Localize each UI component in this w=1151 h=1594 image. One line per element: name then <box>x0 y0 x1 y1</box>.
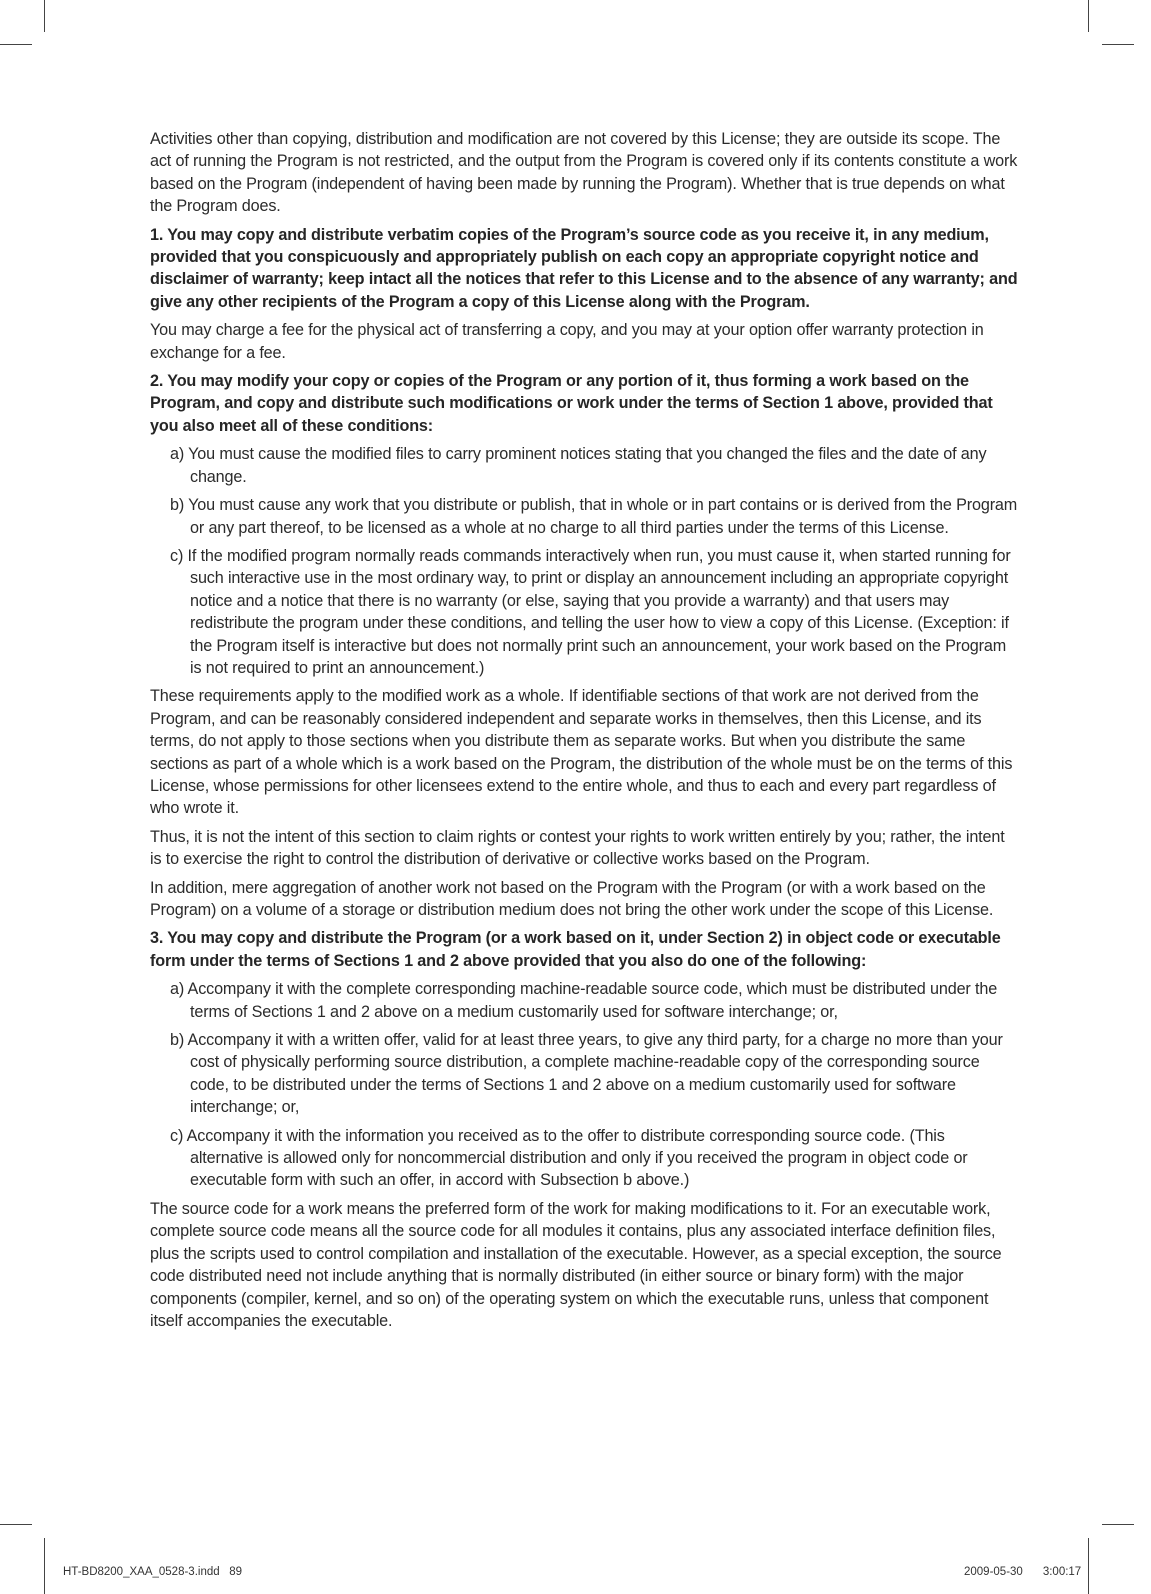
footer-time: 3:00:17 <box>1042 1566 1082 1578</box>
crop-mark-bottom-right-horizontal <box>1102 1524 1134 1525</box>
section-3-item-a: a) Accompany it with the complete corresponding machine-readable source code, which must be distributed under the terms of Sections 1 and 2 above on a medium customarily used for software interchange; or, <box>170 980 998 1021</box>
crop-mark-bottom-left-vertical <box>44 1538 45 1594</box>
paragraph-requirements: These requirements apply to the modified work as a whole. If identifiable sections of that work are not derived from the Program, and can be reasonably considered independent and separate works in themselves, then this License, and its terms, do not apply to those sections when you distribute them as separate works. But when you distribute the same sections as part of a whole which is a work based on the Program, the distribution of the whole must be on the terms of this License, whose permissions for other licensees extend to the entire whole, and thus to each and every part regardless of who wrote it. <box>150 687 1013 818</box>
crop-mark-top-left-horizontal <box>0 44 32 45</box>
crop-mark-bottom-right-vertical <box>1088 1538 1089 1594</box>
footer-timestamp <box>964 1566 1081 1578</box>
section-1: 1. You may copy and distribute verbatim copies of the Program’s source code as you receive it, in any medium, provided that you conspicuously and appropriately publish on each copy an appropriate copyright notice and disclaimer of warranty; keep intact all the notices that refer to this License and to the absence of any warranty; and give any other recipients of the Program a copy of this License along with the Program. <box>150 225 1018 311</box>
section-3: 3. You may copy and distribute the Program (or a work based on it, under Section 2) in object code or executable form under the terms of Sections 1 and 2 above provided that you also do one of the following: <box>150 929 1001 970</box>
section-3-item-c: c) Accompany it with the information you received as to the offer to distribute corresponding source code. (This alternative is allowed only for noncommercial distribution and only if you received the program in object code or executable form with such an offer, in accord with Subsection b above.) <box>170 1126 968 1190</box>
paragraph-fee: You may charge a fee for the physical act of transferring a copy, and you may at your option offer warranty protection in exchange for a fee. <box>150 321 984 362</box>
paragraph-intent: Thus, it is not the intent of this section to claim rights or contest your rights to work written entirely by you; rather, the intent is to exercise the right to control the distribution of derivative or collective works based on the Program. <box>150 827 1005 869</box>
section-2-item-a: a) You must cause the modified files to carry prominent notices stating that you changed the files and the date of any change. <box>170 445 987 486</box>
crop-mark-top-right-horizontal <box>1102 44 1134 45</box>
section-2-item-b: b) You must cause any work that you distribute or publish, that in whole or in part contains or is derived from the Program or any part thereof, to be licensed as a whole at no charge to all third parties under the terms of this License. <box>170 496 1018 537</box>
paragraph-aggregation: In addition, mere aggregation of another work not based on the Program with the Program (or with a work based on the Program) on a volume of a storage or distribution medium does not bring the other work under the scope of this License. <box>150 878 994 919</box>
paragraph-source-code: The source code for a work means the preferred form of the work for making modifications to it. For an executable work, complete source code means all the source code for all modules it contains, plus any associated interface definition files, plus the scripts used to control compilation and installation of the executable. However, as a special exception, the source code distributed need not include anything that is normally distributed (in either source or binary form) with the major components (compiler, kernel, and so on) of the operating system on which the executable runs, unless that component itself accompanies the executable. <box>150 1199 1002 1330</box>
crop-mark-top-right-vertical <box>1088 0 1089 32</box>
paragraph-activities: Activities other than copying, distribution and modification are not covered by this License; they are outside its scope. The act of running the Program is not restricted, and the output from the Program is covered only if its contents constitute a work based on the Program (independent of having been made by running the Program). Whether that is true depends on what the Program does. <box>150 130 1018 216</box>
section-2-item-c: c) If the modified program normally reads commands interactively when run, you must cause it, when started running for such interactive use in the most ordinary way, to print or display an announcement including an appropriate copyright notice and a notice that there is no warranty (or else, saying that you provide a warranty) and that users may redistribute the program under these conditions, and telling the user how to view a copy of this License. (Exception: if the Program itself is interactive but does not normally print such an announcement, your work based on the Program is not required to print an announcement.) <box>170 546 1011 677</box>
footer-filename: HT-BD8200_XAA_0528-3.indd 89 <box>63 1566 243 1578</box>
crop-mark-bottom-left-horizontal <box>0 1524 32 1525</box>
section-3-item-b: b) Accompany it with a written offer, valid for at least three years, to give any third party, for a charge no more than your cost of physically performing source distribution, a complete machine-readable copy of the corresponding source code, to be distributed under the terms of Sections 1 and 2 above on a medium customarily used for software interchange; or, <box>170 1031 1003 1117</box>
crop-mark-top-left-vertical <box>44 0 45 32</box>
footer-date: 2009-05-30 <box>964 1566 1023 1578</box>
license-text <box>150 128 1020 1338</box>
section-2: 2. You may modify your copy or copies of the Program or any portion of it, thus forming a work based on the Program, and copy and distribute such modifications or work under the terms of Section 1 above, provided that you also meet all of these conditions: <box>150 372 993 435</box>
